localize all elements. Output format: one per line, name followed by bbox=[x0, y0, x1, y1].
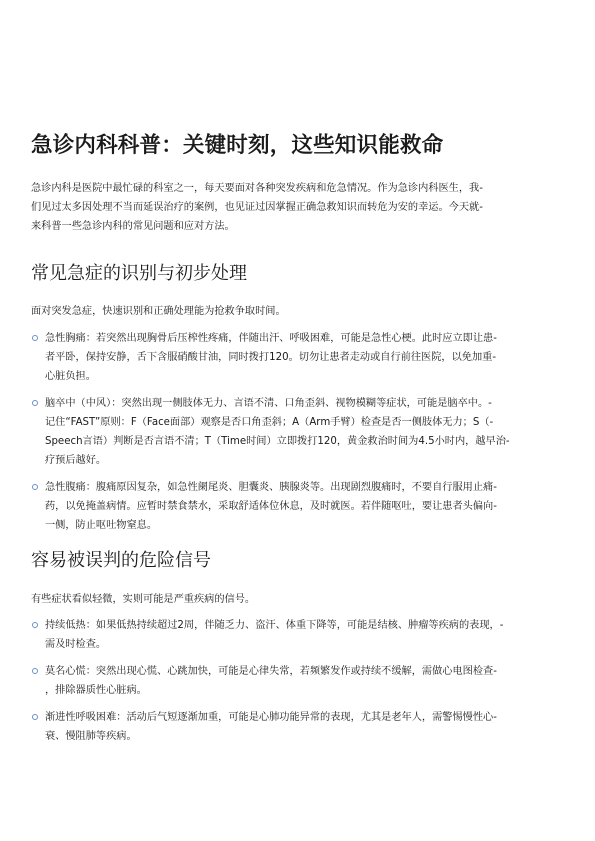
section-heading-danger-signals: 容易被误判的危险信号 bbox=[31, 550, 211, 571]
danger-signal-list bbox=[31, 616, 581, 746]
article-title: 急诊内科科普：关键时刻，这些知识能救命 bbox=[31, 133, 444, 158]
intro-line: 来科普一些急诊内科的常见问题和应对方法。 bbox=[31, 221, 235, 232]
section-heading-common-emergencies: 常见急症的识别与初步处理 bbox=[31, 263, 247, 284]
list-item-low-fever: 持续低热：如果低热持续超过2周，伴随乏力、盗汗、体重下降等，可能是结核、肿瘤等疾病的表现，- 需及时检查。 bbox=[31, 616, 581, 654]
bullet-icon bbox=[32, 484, 38, 490]
list-item-palpitations: 莫名心慌：突然出现心慌、心跳加快，可能是心律失常，若频繁发作或持续不缓解，需做心电图检查- ，排除器质性心脏病。 bbox=[31, 662, 581, 700]
intro-line: 急诊内科是医院中最忙碌的科室之一，每天要面对各种突发疾病和危急情况。作为急诊内科医生，我- bbox=[31, 183, 483, 194]
bullet-icon bbox=[32, 400, 38, 406]
list-item-abdominal-pain: 急性腹痛：腹痛原因复杂，如急性阑尾炎、胆囊炎、胰腺炎等。出现剧烈腹痛时，不要自行服用止痛- 药，以免掩盖病情。应暂时禁食禁水，采取舒适体位休息，及时就医。若伴随呕吐，要让患者头偏向- 一侧，防止呕吐物窒息。 bbox=[31, 478, 581, 535]
emergency-list bbox=[31, 329, 581, 535]
list-item-chest-pain: 急性胸痛：若突然出现胸骨后压榨性疼痛，伴随出汗、呼吸困难，可能是急性心梗。此时应立即让患- 者平卧，保持安静，舌下含服硝酸甘油，同时拨打120。切勿让患者走动或自行前往医院，以免加重- 心脏负担。 bbox=[31, 329, 581, 386]
intro-line: 们见过太多因处理不当而延误治疗的案例，也见证过因掌握正确急救知识而转危为安的幸运。今天就- bbox=[31, 202, 483, 213]
bullet-icon bbox=[32, 714, 38, 720]
list-item-stroke: 脑卒中（中风）：突然出现一侧肢体无力、言语不清、口角歪斜、视物模糊等症状，可能是脑卒中。- 记住“FAST”原则：F（Face面部）观察是否口角歪斜；A（Arm手臂）检查是否一侧肢体无力；S（- Speech言语）判断是否言语不清；T（Time时间）立即拨打120，黄金救治时间为4.5小时内，越早治- 疗预后越好。 bbox=[31, 394, 581, 470]
bullet-icon bbox=[32, 668, 38, 674]
section-lead: 面对突发急症，快速识别和正确处理能为抢救争取时间。 bbox=[31, 306, 286, 317]
bullet-icon bbox=[32, 335, 38, 341]
list-item-dyspnea: 渐进性呼吸困难：活动后气短逐渐加重，可能是心肺功能异常的表现，尤其是老年人，需警惕慢性心- 衰、慢阻肺等疾病。 bbox=[31, 708, 581, 746]
bullet-icon bbox=[32, 622, 38, 628]
section-lead: 有些症状看似轻微，实则可能是严重疾病的信号。 bbox=[31, 594, 256, 605]
intro-paragraph bbox=[31, 179, 566, 236]
